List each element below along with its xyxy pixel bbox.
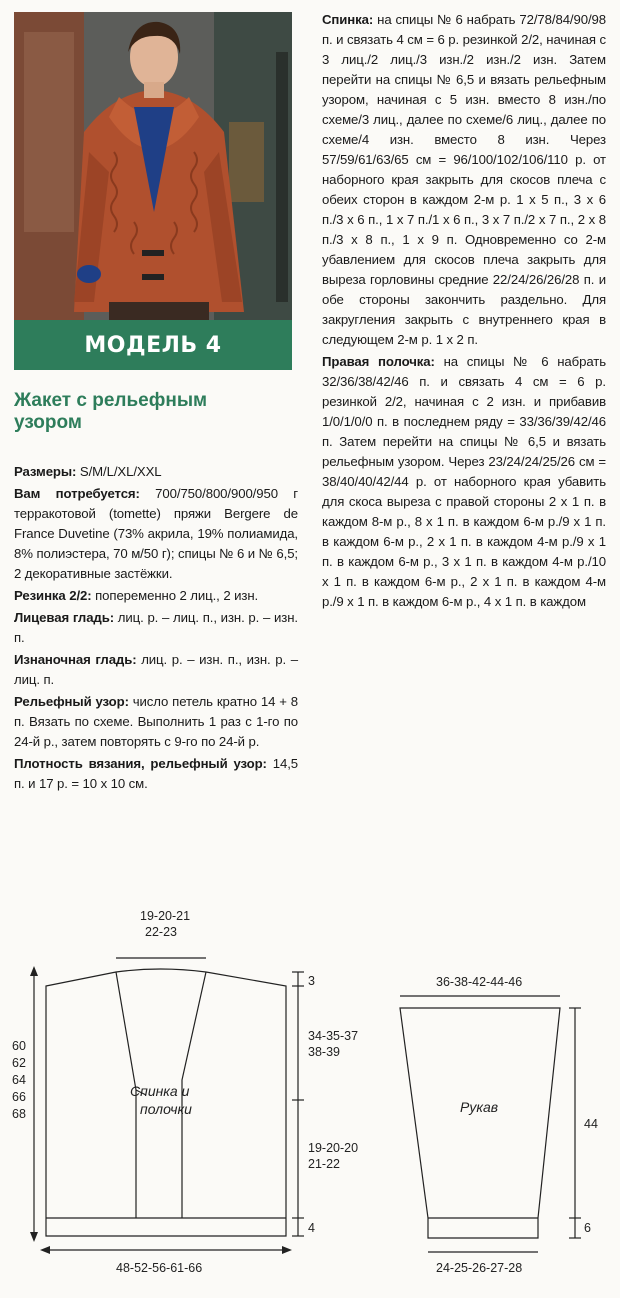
reverse-stockinette-paragraph: Изнаночная гладь: лиц. р. – изн. п., изн. р. – лиц. п.	[14, 652, 299, 687]
lower-length-line-2: 21-22	[308, 1157, 340, 1171]
sizes-paragraph: Размеры: S/M/L/XL/XXL	[14, 464, 162, 479]
model-photo	[14, 12, 292, 320]
sleeve-label: Рукав	[460, 1099, 499, 1115]
title-line-2: узором	[14, 412, 82, 433]
neck-width-line-2: 22-23	[145, 925, 177, 939]
pattern-diagram	[0, 900, 620, 1290]
back-paragraph: Спинка: на спицы № 6 набрать 72/78/84/90/98 п. и связать 4 см = 6 р. резинкой 2/2, начиная с 3 лиц./2 лиц./3 изн./2 изн./2 изн. Затем перейти на спицы № 6,5 и вязать рельефным узором, начиная с 5 изн. вместо 8 изн./по схеме/3 лиц., далее по схеме/6 лиц., далее по схеме/4 изн. вместо 8 изн. Через 57/59/61/63/65 см = 96/100/102/106/110 р. от наборного края закрыть для скосов плеча с обеих сторон в каждом 2-м р. 1 х 5 п., 3 х 6 п./3 х 6 п., 1 х 7 п./1 х 6 п., 3 х 7 п./2 х 7 п., 2 х 8 п./3 х 8 п., 1 х 9 п. Одновременно со 2-м убавлением для скосов плеча закрыть для выреза горловины средние 22/24/26/26/28 п. и обе стороны закончить раздельно. Для закругления закрыть с внутреннего края в следующем 2-м р. 1 х 2 п.	[322, 12, 606, 347]
model-banner: МОДЕЛЬ 4	[14, 320, 292, 370]
sleeve-top-width: 36-38-42-44-46	[436, 975, 523, 989]
right-column	[322, 10, 606, 614]
armhole-length-line-2: 38-39	[308, 1045, 340, 1059]
relief-pattern-paragraph: Рельефный узор: число петель кратно 14 + 8 п. Вязать по схеме. Выполнить 1 раз с 1-го по 24-й р., затем повторять с 9-го по 24-й р.	[14, 694, 298, 749]
body-piece-label-line-2: полочки	[140, 1101, 192, 1117]
stockinette-paragraph: Лицевая гладь: лиц. р. – лиц. п., изн. р. – изн. п.	[14, 610, 298, 645]
body-piece-label-line-1: Спинка и	[130, 1083, 190, 1099]
body-width-label: 48-52-56-61-66	[116, 1261, 203, 1275]
height-value-3: 64	[12, 1073, 26, 1087]
height-value-1: 60	[12, 1039, 26, 1053]
shoulder-label: 3	[308, 974, 315, 988]
sleeve-bottom-width: 24-25-26-27-28	[436, 1261, 523, 1275]
right-front-paragraph: Правая полочка: на спицы № 6 набрать 32/36/38/42/46 п. и связать 4 см = 6 р. резинкой 2/2, начиная с 2 изн. и прибавив 1/0/1/0/0 п. в последнем ряду = 33/36/39/42/46 п. Затем перейти на спицы № 6,5 и вязать рельефным узором. Через 23/24/24/25/26 см = 38/40/40/42/44 р. от наборного края убавить для скоса выреза с правой стороны 2 х 1 п. в каждом 8-м р., 8 х 1 п. в каждом 6-м р./9 х 1 п. в каждом 6-м р., 2 х 1 п. в каждом 4-м р./9 х 1 п. в каждом 6-м р., 3 х 1 п. в каждом 4-м р./10 х 1 п. в каждом 6-м р., 2 х 1 п. в каждом 4-м р./9 х 1 п. в каждом 6-м р., 4 х 1 п. в каждом	[322, 354, 606, 609]
materials-paragraph: Вам потребуется: 700/750/800/900/950 г терракотовой (tomette) пряжи Bergere de France Duvetine (73% акрила, 19% полиамида, 8% полиэстера, 70 м/50 г); спицы № 6 и № 6,5; 2 декоративные застёжки.	[14, 486, 298, 581]
lower-length-line-1: 19-20-20	[308, 1141, 359, 1155]
armhole-length-line-1: 34-35-37	[308, 1029, 359, 1043]
article-title	[14, 390, 304, 434]
title-line-1: Жакет с рельефным	[14, 390, 208, 411]
sleeve-cuff-height: 6	[584, 1221, 591, 1235]
height-value-2: 62	[12, 1056, 26, 1070]
sleeve-length: 44	[584, 1117, 598, 1131]
left-column	[14, 462, 298, 796]
height-value-4: 66	[12, 1090, 26, 1104]
height-value-5: 68	[12, 1107, 26, 1121]
neck-width-line-1: 19-20-21	[140, 909, 191, 923]
gauge-paragraph: Плотность вязания, рельефный узор: 14,5 п. и 17 р. = 10 х 10 см.	[14, 756, 298, 791]
rib-height-label: 4	[308, 1221, 315, 1235]
rib-paragraph: Резинка 2/2: попеременно 2 лиц., 2 изн.	[14, 588, 259, 603]
